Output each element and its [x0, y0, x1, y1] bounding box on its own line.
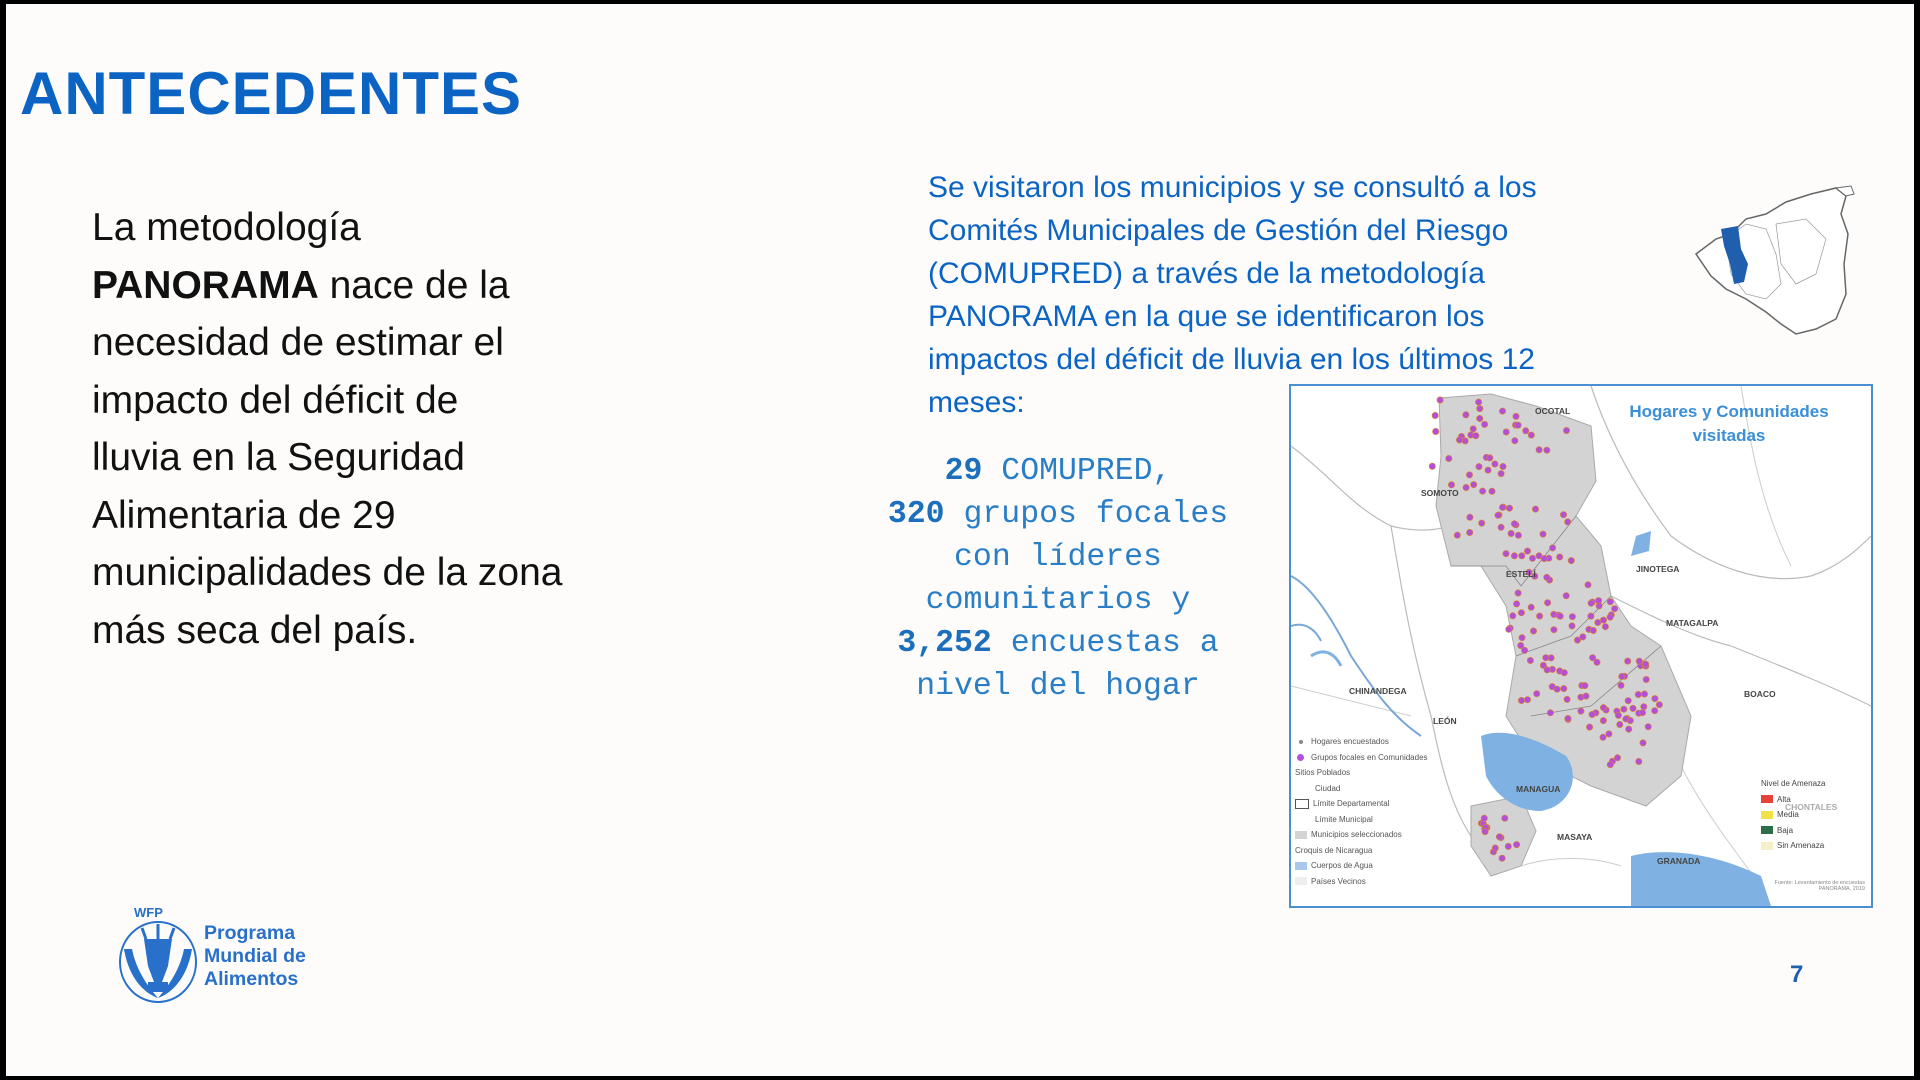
- survey-point: [1511, 521, 1517, 527]
- survey-point: [1639, 709, 1645, 715]
- survey-point: [1544, 667, 1550, 673]
- town-label: CHONTALES: [1785, 802, 1838, 812]
- map-title-line: visitadas: [1692, 426, 1766, 445]
- survey-point: [1541, 555, 1547, 561]
- survey-point: [1641, 691, 1647, 697]
- lead-line: municipalidades de la zona: [92, 551, 563, 594]
- survey-point: [1508, 530, 1514, 536]
- survey-point: [1563, 593, 1569, 599]
- survey-point: [1510, 613, 1516, 619]
- survey-point: [1568, 557, 1574, 563]
- logo-line: Mundial de: [204, 945, 306, 967]
- survey-point: [1611, 606, 1617, 612]
- survey-point: [1471, 481, 1477, 487]
- town-label: LEÓN: [1433, 716, 1457, 726]
- survey-point: [1557, 554, 1563, 560]
- survey-point: [1623, 716, 1629, 722]
- legend-item: [1761, 807, 1857, 823]
- intro-line: (COMUPRED) a través de la metodología: [928, 257, 1485, 290]
- survey-point: [1582, 682, 1588, 688]
- survey-point: [1502, 815, 1508, 821]
- survey-point: [1625, 658, 1631, 664]
- survey-point: [1626, 726, 1632, 732]
- survey-point: [1485, 467, 1491, 473]
- stat-text: grupos focales: [944, 497, 1229, 532]
- town-label: MATAGALPA: [1666, 618, 1719, 628]
- survey-point: [1467, 514, 1473, 520]
- survey-point: [1513, 841, 1519, 847]
- survey-point: [1536, 447, 1542, 453]
- wfp-abbr: WFP: [134, 905, 163, 920]
- map-title: [1609, 400, 1849, 448]
- survey-point: [1588, 613, 1594, 619]
- survey-point: [1549, 545, 1555, 551]
- survey-point: [1432, 412, 1438, 418]
- survey-point: [1528, 604, 1534, 610]
- survey-point: [1498, 524, 1504, 530]
- survey-point: [1544, 574, 1550, 580]
- intro-line: Se visitaron los municipios y se consultó a los: [928, 171, 1537, 204]
- survey-point: [1532, 506, 1538, 512]
- survey-point: [1503, 429, 1509, 435]
- survey-point: [1454, 532, 1460, 538]
- survey-point: [1618, 682, 1624, 688]
- survey-point: [1503, 550, 1509, 556]
- survey-point: [1656, 702, 1662, 708]
- survey-point: [1506, 626, 1512, 632]
- country-inset-map: [1686, 184, 1866, 344]
- survey-point: [1524, 548, 1530, 554]
- survey-point: [1499, 504, 1505, 510]
- survey-point: [1513, 413, 1519, 419]
- survey-point: [1446, 455, 1452, 461]
- lead-paragraph: [92, 199, 652, 659]
- stat-text: COMUPRED,: [982, 454, 1172, 489]
- survey-point: [1481, 421, 1487, 427]
- survey-point: [1643, 676, 1649, 682]
- survey-point: [1515, 422, 1521, 428]
- town-label: CHINANDEGA: [1349, 686, 1407, 696]
- survey-point: [1499, 408, 1505, 414]
- survey-point: [1642, 661, 1648, 667]
- legend-text: Límite Municipal: [1315, 814, 1373, 824]
- lead-bold-term: PANORAMA: [92, 263, 319, 307]
- survey-point: [1479, 488, 1485, 494]
- legend-text: Hogares encuestados: [1311, 737, 1389, 746]
- town-label: GRANADA: [1657, 856, 1701, 866]
- survey-point: [1456, 437, 1462, 443]
- survey-point: [1561, 685, 1567, 691]
- survey-point: [1527, 657, 1533, 663]
- survey-point: [1560, 512, 1566, 518]
- legend-text: Países Vecinos: [1311, 876, 1366, 886]
- stat-number: 3,252: [897, 626, 992, 661]
- survey-point: [1473, 433, 1479, 439]
- legend-item: [1295, 796, 1455, 812]
- survey-point: [1505, 843, 1511, 849]
- survey-point: [1590, 627, 1596, 633]
- stat-line: con líderes: [954, 540, 1162, 575]
- stat-text: encuestas a: [991, 626, 1219, 661]
- survey-point: [1625, 698, 1631, 704]
- survey-point: [1595, 597, 1601, 603]
- lead-line: Alimentaria de 29: [92, 493, 396, 537]
- stat-line: [858, 622, 1258, 665]
- map-source: Fuente: Levantamiento de encuestas PANORAMA, 2019: [1774, 880, 1865, 892]
- slide: [6, 4, 1914, 1076]
- legend-item: [1295, 734, 1455, 750]
- stat-number: 320: [887, 497, 945, 532]
- survey-point: [1463, 484, 1469, 490]
- survey-point: [1544, 447, 1550, 453]
- legend-item: [1761, 838, 1857, 854]
- survey-point: [1529, 555, 1535, 561]
- survey-point: [1636, 758, 1642, 764]
- page-title: ANTECEDENTES: [20, 60, 523, 127]
- survey-point: [1589, 711, 1595, 717]
- wfp-logo-text: [204, 922, 306, 991]
- lead-line: La metodología: [92, 206, 361, 249]
- survey-point: [1534, 691, 1540, 697]
- legend-item: [1295, 781, 1455, 797]
- stat-line: comunitarios y: [925, 583, 1191, 618]
- survey-point: [1621, 706, 1627, 712]
- map-title-line: Hogares y Comunidades: [1629, 402, 1829, 421]
- lead-line: necesidad de estimar el: [92, 321, 504, 364]
- survey-point: [1515, 532, 1521, 538]
- stat-line: nivel del hogar: [916, 669, 1200, 704]
- survey-point: [1606, 731, 1612, 737]
- survey-point: [1492, 461, 1498, 467]
- survey-point: [1600, 704, 1606, 710]
- survey-point: [1602, 624, 1608, 630]
- survey-point: [1544, 600, 1550, 606]
- intro-line: meses:: [928, 386, 1025, 419]
- survey-point: [1652, 708, 1658, 714]
- survey-point: [1429, 463, 1435, 469]
- survey-point: [1511, 553, 1517, 559]
- survey-point: [1477, 415, 1483, 421]
- survey-point: [1574, 637, 1580, 643]
- survey-point: [1499, 855, 1505, 861]
- survey-point: [1466, 472, 1472, 478]
- survey-point: [1561, 670, 1567, 676]
- survey-point: [1617, 721, 1623, 727]
- town-label: JINOTEGA: [1636, 564, 1680, 574]
- survey-point: [1492, 845, 1498, 851]
- legend-text: Baja: [1777, 825, 1794, 835]
- legend-item: [1295, 858, 1455, 874]
- survey-point: [1615, 712, 1621, 718]
- legend-header: Croquis de Nicaragua: [1295, 845, 1373, 855]
- survey-point: [1607, 614, 1613, 620]
- survey-point: [1588, 600, 1594, 606]
- legend-text: Media: [1777, 810, 1799, 819]
- logo-line: Alimentos: [204, 968, 299, 990]
- stats-block: [858, 450, 1258, 708]
- survey-point: [1563, 427, 1569, 433]
- survey-point: [1589, 655, 1595, 661]
- survey-point: [1524, 697, 1530, 703]
- town-label: BOACO: [1744, 689, 1776, 699]
- survey-point: [1437, 397, 1443, 403]
- survey-point: [1528, 432, 1534, 438]
- households-map: [1289, 384, 1873, 908]
- survey-point: [1565, 715, 1571, 721]
- stat-number: 29: [944, 454, 983, 489]
- town-label: ESTELÍ: [1506, 569, 1536, 579]
- survey-point: [1536, 613, 1542, 619]
- survey-point: [1636, 658, 1642, 664]
- town-label: SOMOTO: [1421, 488, 1459, 498]
- legend-item: [1295, 750, 1455, 766]
- legend-item: [1295, 874, 1455, 890]
- survey-point: [1518, 610, 1524, 616]
- survey-point: [1521, 647, 1527, 653]
- survey-point: [1512, 438, 1518, 444]
- legend-text: Límite Departamental: [1313, 799, 1390, 808]
- survey-point: [1479, 520, 1485, 526]
- survey-point: [1630, 705, 1636, 711]
- legend-item: [1295, 827, 1455, 843]
- legend-text: Sin Amenaza: [1777, 841, 1825, 850]
- survey-point: [1569, 614, 1575, 620]
- survey-point: [1476, 463, 1482, 469]
- survey-point: [1607, 599, 1613, 605]
- survey-point: [1530, 628, 1536, 634]
- survey-point: [1652, 695, 1658, 701]
- survey-point: [1498, 470, 1504, 476]
- legend-text: Grupos focales en Comunidades: [1311, 752, 1428, 762]
- legend-text: Ciudad: [1315, 783, 1341, 793]
- survey-point: [1523, 428, 1529, 434]
- town-label: MANAGUA: [1516, 784, 1561, 794]
- intro-line: PANORAMA en la que se identificaron los: [928, 300, 1485, 333]
- survey-point: [1585, 582, 1591, 588]
- survey-point: [1481, 815, 1487, 821]
- survey-point: [1569, 623, 1575, 629]
- survey-point: [1578, 708, 1584, 714]
- survey-point: [1540, 531, 1546, 537]
- survey-point: [1513, 601, 1519, 607]
- lead-line: [92, 257, 652, 315]
- logo-line: Programa: [204, 922, 296, 944]
- survey-point: [1495, 512, 1501, 518]
- survey-point: [1614, 755, 1620, 761]
- survey-point: [1600, 734, 1606, 740]
- town-label: OCOTAL: [1535, 406, 1571, 416]
- survey-point: [1600, 717, 1606, 723]
- survey-point: [1500, 463, 1506, 469]
- legend-text: Cuerpos de Agua: [1311, 861, 1373, 870]
- survey-point: [1506, 505, 1512, 511]
- survey-point: [1645, 724, 1651, 730]
- survey-point: [1554, 686, 1560, 692]
- survey-point: [1467, 529, 1473, 535]
- survey-point: [1548, 655, 1554, 661]
- survey-point: [1496, 834, 1502, 840]
- survey-point: [1515, 590, 1521, 596]
- survey-point: [1487, 455, 1493, 461]
- survey-point: [1565, 519, 1571, 525]
- page-number: 7: [1790, 961, 1804, 988]
- legend-text: Municipios seleccionados: [1311, 830, 1402, 839]
- survey-point: [1489, 488, 1495, 494]
- survey-point: [1619, 673, 1625, 679]
- survey-point: [1477, 405, 1483, 411]
- survey-point: [1607, 761, 1613, 767]
- survey-point: [1433, 428, 1439, 434]
- legend-item: [1761, 792, 1857, 808]
- survey-point: [1583, 693, 1589, 699]
- legend-item: [1295, 812, 1455, 828]
- map-legend-left: [1295, 734, 1455, 889]
- survey-point: [1641, 704, 1647, 710]
- town-label: MASAYA: [1557, 832, 1593, 842]
- survey-point: [1519, 635, 1525, 641]
- stat-line: [858, 450, 1258, 493]
- lead-line: más seca del país.: [92, 608, 418, 652]
- survey-point: [1463, 412, 1469, 418]
- legend-text: Alta: [1777, 794, 1791, 804]
- survey-point: [1547, 710, 1553, 716]
- survey-point: [1518, 697, 1524, 703]
- legend-header: Nivel de Amenaza: [1761, 779, 1826, 788]
- lead-line: impacto del déficit de: [92, 378, 459, 422]
- survey-point: [1551, 627, 1557, 633]
- legend-item: [1761, 823, 1857, 839]
- stat-line: [858, 493, 1258, 536]
- survey-point: [1519, 553, 1525, 559]
- survey-point: [1482, 828, 1488, 834]
- survey-point: [1564, 696, 1570, 702]
- survey-point: [1635, 691, 1641, 697]
- survey-point: [1475, 399, 1481, 405]
- lead-text: nace de la: [318, 263, 510, 307]
- survey-point: [1640, 740, 1646, 746]
- intro-line: Comités Municipales de Gestión del Riesgo: [928, 214, 1509, 247]
- survey-point: [1470, 426, 1476, 432]
- survey-point: [1557, 613, 1563, 619]
- intro-line: impactos del déficit de lluvia en los últimos 12: [928, 343, 1535, 376]
- survey-point: [1586, 724, 1592, 730]
- lead-line: lluvia en la Seguridad: [92, 436, 465, 479]
- map-legend-right: [1761, 776, 1857, 854]
- legend-header: Sitios Poblados: [1295, 768, 1351, 777]
- survey-point: [1600, 617, 1606, 623]
